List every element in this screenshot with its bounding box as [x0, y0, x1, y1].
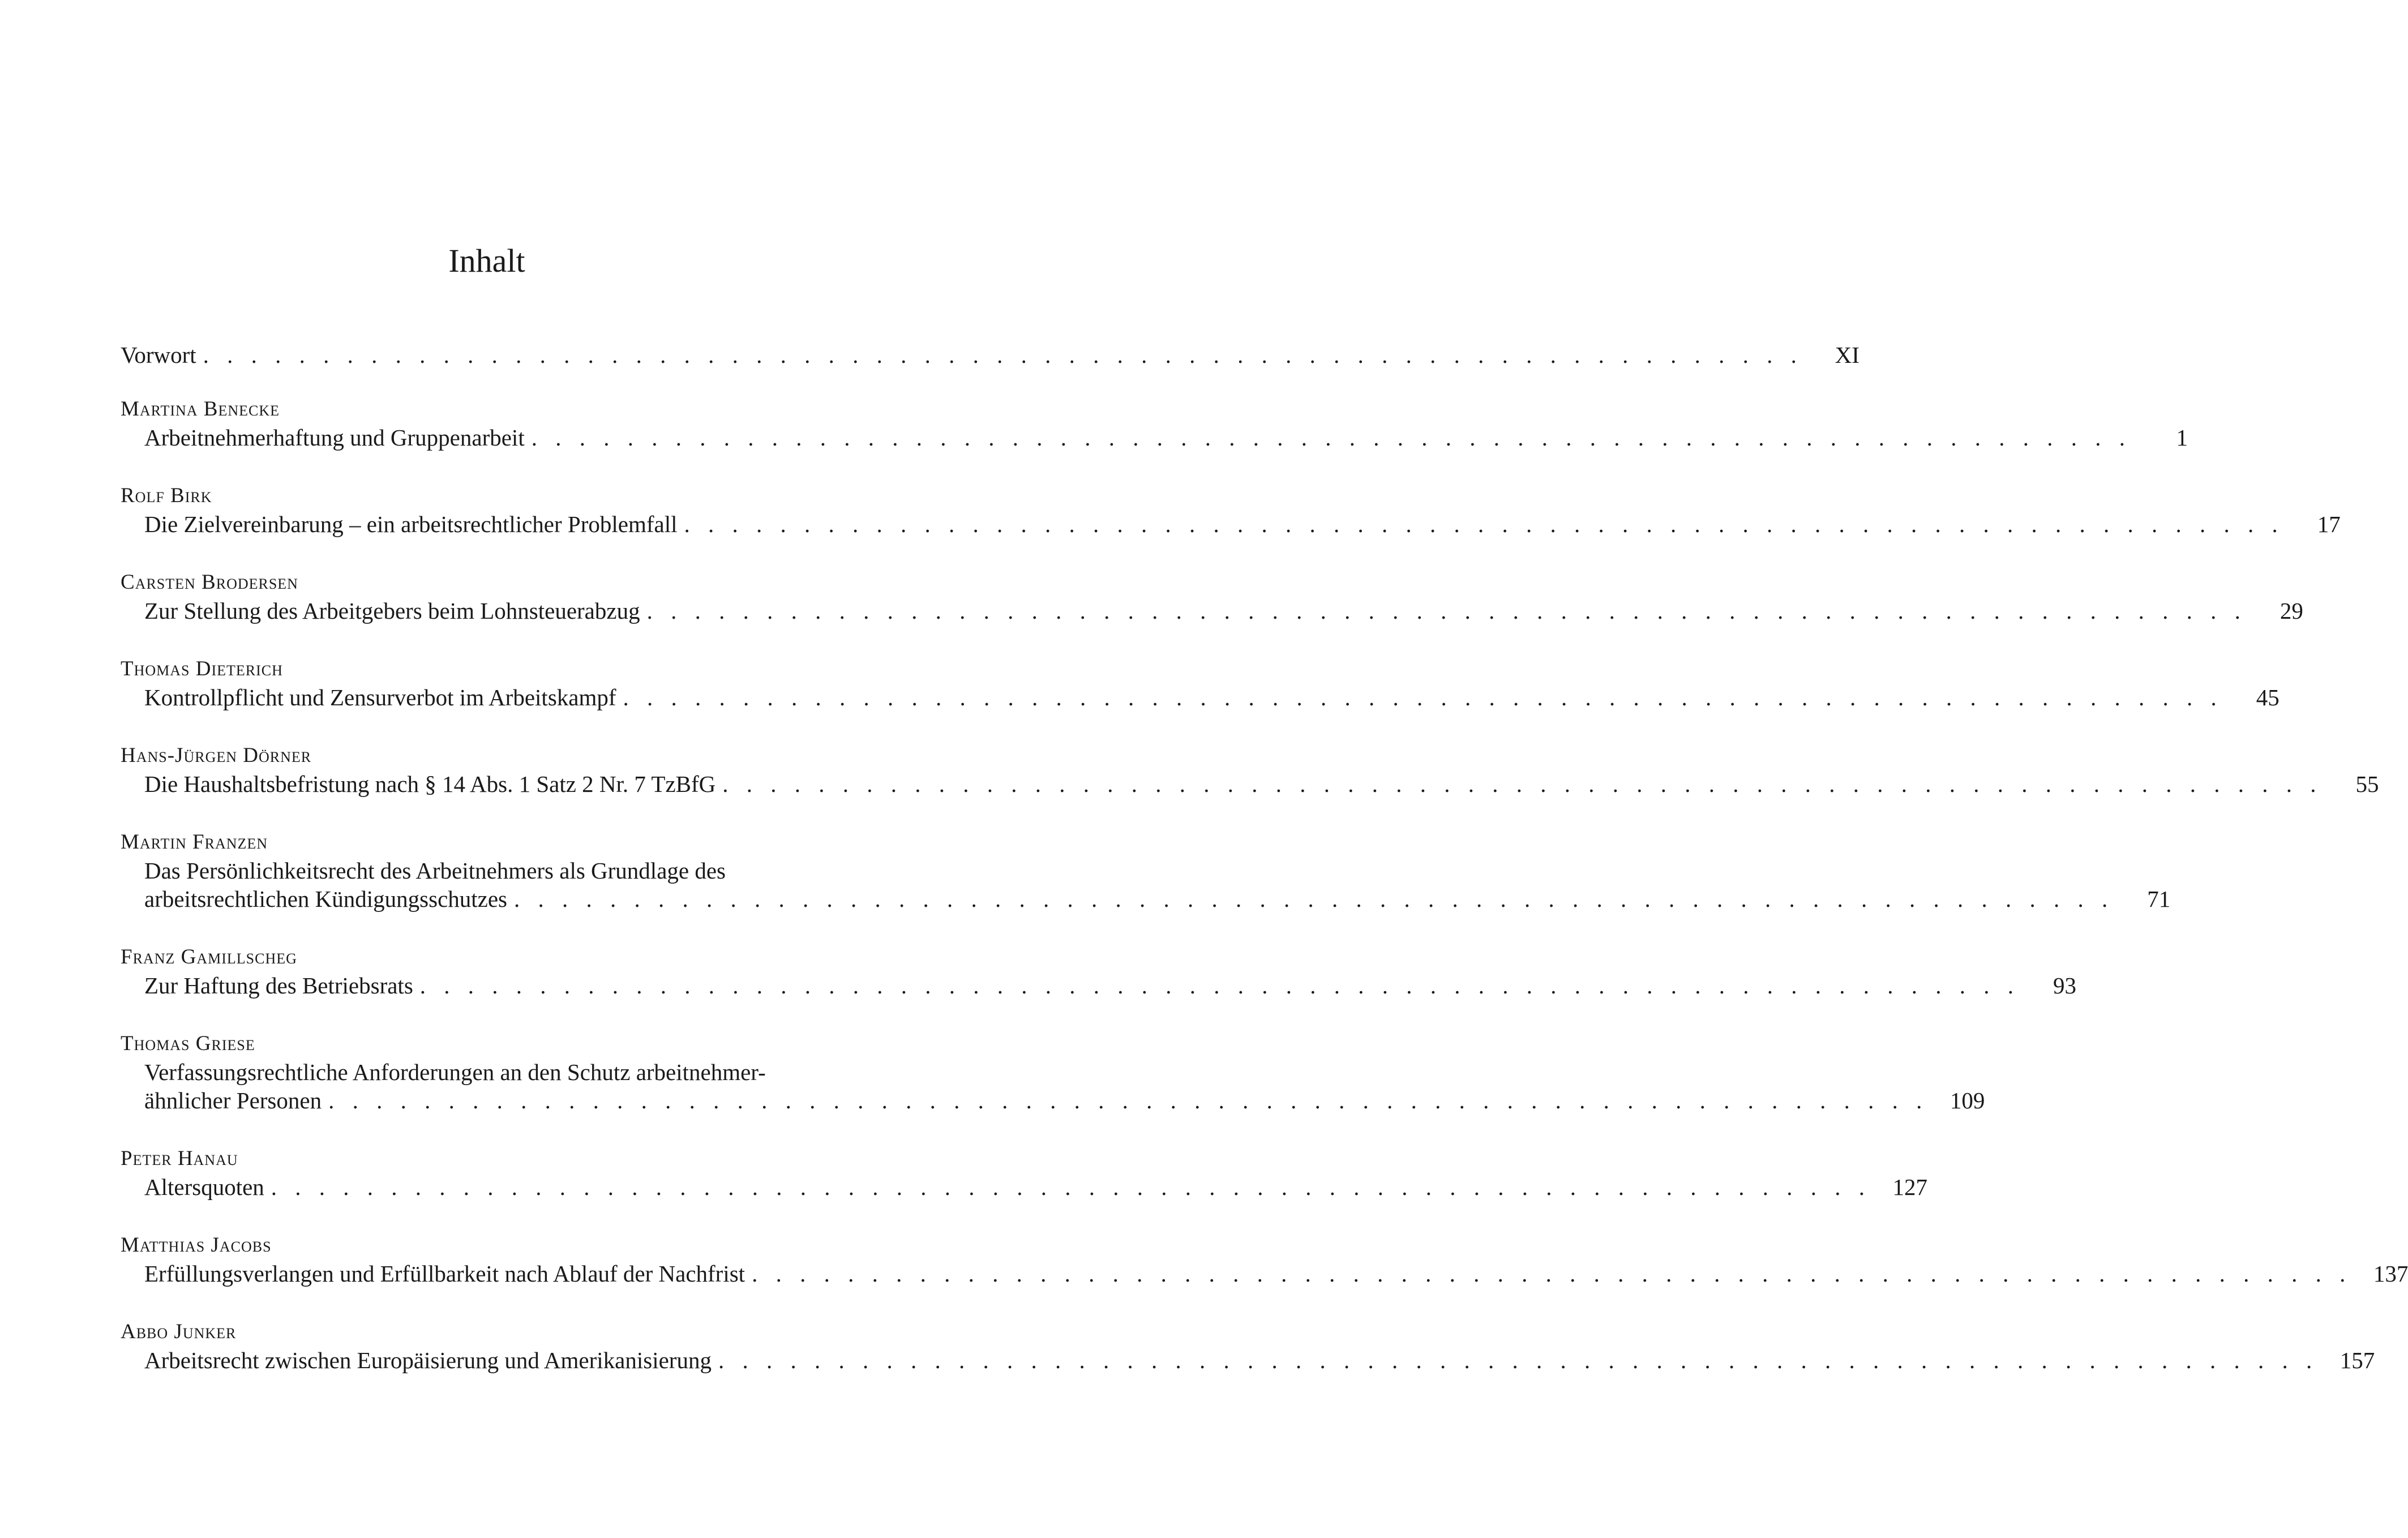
toc-page-number[interactable]: 29	[2280, 598, 2303, 624]
leader-dots: . . . . . . . . . . . . . . . . . . . . . . . . . . . . . . . . . . . . . . . . . . . . . . . . . . . . . . . . . . . . . . . . . . .	[514, 886, 2114, 912]
toc-page-number[interactable]: 109	[1949, 1087, 1985, 1113]
toc-page-number[interactable]: 157	[2340, 1347, 2375, 1373]
toc-author: Abbo Junker	[121, 1320, 237, 1343]
leader-dots: . . . . . . . . . . . . . . . . . . . . . . . . . . . . . . . . . . . . . . . . . . . . . . . . . . . . . . . . . . . . . . . . . . .	[722, 771, 2323, 797]
toc-page-number[interactable]: XI	[1835, 342, 1859, 368]
toc-page-number[interactable]: 45	[2256, 684, 2280, 710]
toc-entry	[121, 1145, 1928, 1201]
page-title: Inhalt	[448, 242, 525, 279]
toc-entry-title[interactable]: Altersquoten	[144, 1174, 264, 1200]
leader-dots: . . . . . . . . . . . . . . . . . . . . . . . . . . . . . . . . . . . . . . . . . . . . . . . . . . . . . . . . . . . . . . . . . . .	[419, 973, 2020, 999]
toc-entry	[121, 568, 2303, 625]
toc-author: Franz Gamillscheg	[121, 945, 297, 969]
toc-page-number[interactable]: 127	[1892, 1174, 1928, 1200]
toc-entry	[121, 742, 2379, 798]
toc-page-number[interactable]: 137	[2373, 1261, 2408, 1287]
toc-author: Rolf Birk	[121, 484, 212, 507]
leader-dots: . . . . . . . . . . . . . . . . . . . . . . . . . . . . . . . . . . . . . . . . . . . . . . . . . . . . . . . . . . . . . . . . . . .	[271, 1174, 1871, 1200]
toc-entry-foreword	[121, 341, 1859, 369]
toc-entry	[121, 1231, 2408, 1288]
toc-entry-title[interactable]: Kontrollpflicht und Zensurverbot im Arbeitskampf	[144, 684, 616, 710]
leader-dots: . . . . . . . . . . . . . . . . . . . . . . . . . . . . . . . . . . . . . . . . . . . . . . . . . . . . . . . . . . . . . . . . . . .	[718, 1347, 2319, 1373]
toc-entry-title[interactable]: Vorwort	[121, 342, 196, 368]
leader-dots: . . . . . . . . . . . . . . . . . . . . . . . . . . . . . . . . . . . . . . . . . . . . . . . . . . . . . . . . . . . . . . . . . . .	[531, 425, 2131, 451]
toc-entry	[121, 943, 2077, 1000]
toc-author: Martina Benecke	[121, 397, 280, 421]
toc-entry	[121, 395, 2188, 452]
toc-author: Hans-Jürgen Dörner	[121, 744, 312, 767]
toc-author: Thomas Dieterich	[121, 657, 283, 680]
toc-entry-title[interactable]: Die Haushaltsbefristung nach § 14 Abs. 1 Satz 2 Nr. 7 TzBfG	[144, 771, 716, 797]
toc-author: Thomas Griese	[121, 1032, 255, 1055]
leader-dots: . . . . . . . . . . . . . . . . . . . . . . . . . . . . . . . . . . . . . . . . . . . . . . . . . . . . . . . . . . . . . . . . . . .	[752, 1261, 2352, 1287]
toc-entry-title[interactable]: Zur Haftung des Betriebsrats	[144, 973, 413, 999]
leader-dots: . . . . . . . . . . . . . . . . . . . . . . . . . . . . . . . . . . . . . . . . . . . . . . . . . . . . . . . . . . . . . . . . . . .	[203, 342, 1803, 368]
toc-entry-title[interactable]: Verfassungsrechtliche Anforderungen an den Schutz arbeitnehmer-	[144, 1059, 766, 1085]
toc-author: Carsten Brodersen	[121, 571, 298, 594]
toc-page-number[interactable]: 55	[2355, 771, 2379, 797]
toc-entry-title[interactable]: Das Persönlichkeitsrecht des Arbeitnehmers als Grundlage des	[144, 858, 726, 884]
toc-entry	[121, 1030, 1985, 1115]
toc-entry-title[interactable]: Zur Stellung des Arbeitgebers beim Lohnsteuerabzug	[144, 598, 640, 624]
leader-dots: . . . . . . . . . . . . . . . . . . . . . . . . . . . . . . . . . . . . . . . . . . . . . . . . . . . . . . . . . . . . . . . . . . .	[328, 1087, 1929, 1113]
leader-dots: . . . . . . . . . . . . . . . . . . . . . . . . . . . . . . . . . . . . . . . . . . . . . . . . . . . . . . . . . . . . . . . . . . .	[646, 598, 2247, 624]
toc-entry-title-continued[interactable]: arbeitsrechtlichen Kündigungsschutzes	[144, 886, 508, 912]
toc-entry-title[interactable]: Erfüllungsverlangen und Erfüllbarkeit nach Ablauf der Nachfrist	[144, 1261, 745, 1287]
toc-entry-title[interactable]: Die Zielvereinbarung – ein arbeitsrechtlicher Problemfall	[144, 511, 678, 537]
leader-dots: . . . . . . . . . . . . . . . . . . . . . . . . . . . . . . . . . . . . . . . . . . . . . . . . . . . . . . . . . . . . . . . . . . .	[623, 684, 2223, 710]
toc-author: Peter Hanau	[121, 1147, 238, 1170]
toc-author: Martin Franzen	[121, 830, 268, 854]
toc-entry-title[interactable]: Arbeitsrecht zwischen Europäisierung und Amerikanisierung	[144, 1347, 712, 1373]
toc-author: Matthias Jacobs	[121, 1233, 272, 1257]
table-of-contents	[121, 341, 2408, 1374]
toc-entry	[121, 482, 2341, 538]
toc-entry	[121, 828, 2171, 913]
toc-page-number[interactable]: 17	[2317, 511, 2341, 537]
toc-entry	[121, 655, 2280, 712]
toc-entry-title-continued[interactable]: ähnlicher Personen	[144, 1087, 322, 1113]
toc-page-number[interactable]: 71	[2147, 886, 2171, 912]
leader-dots: . . . . . . . . . . . . . . . . . . . . . . . . . . . . . . . . . . . . . . . . . . . . . . . . . . . . . . . . . . . . . . . . . . .	[684, 511, 2284, 537]
toc-page-number[interactable]: 1	[2176, 425, 2188, 451]
toc-page-number[interactable]: 93	[2053, 973, 2077, 999]
toc-entry-title[interactable]: Arbeitnehmerhaftung und Gruppenarbeit	[144, 425, 525, 451]
toc-entry	[121, 1318, 2375, 1374]
